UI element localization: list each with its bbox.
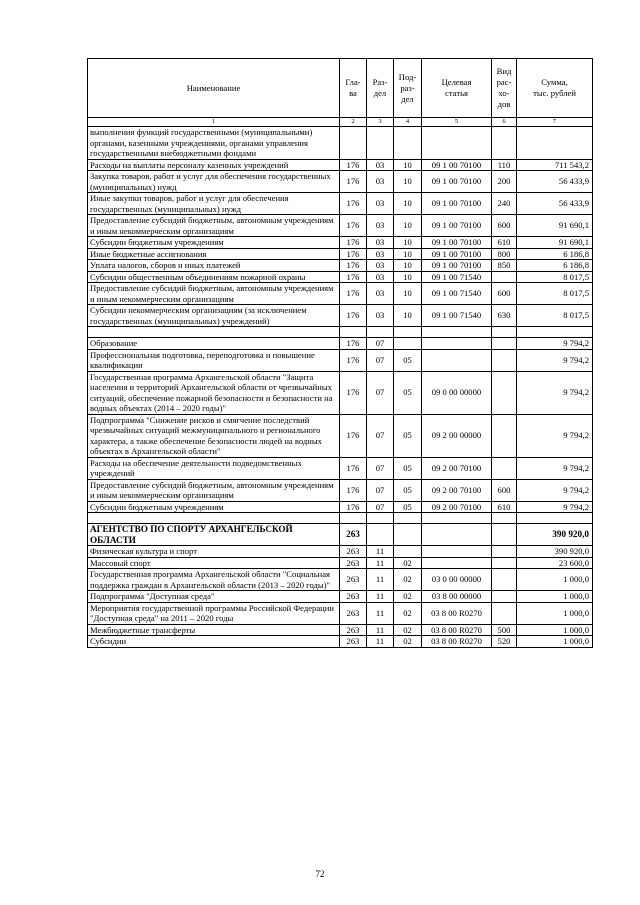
row-expense-type: 500 bbox=[492, 624, 517, 636]
table-row bbox=[88, 569, 593, 591]
header-name: Наименование bbox=[88, 59, 340, 118]
row-amount: 6 186,8 bbox=[517, 248, 593, 260]
row-expense-type: 850 bbox=[492, 260, 517, 272]
row-name: Иные бюджетные ассигнования bbox=[88, 248, 340, 260]
row-name: Расходы на выплаты персоналу казенных учреждений bbox=[88, 159, 340, 171]
table-row bbox=[88, 327, 593, 338]
row-name: Предоставление субсидий бюджетным, автономным учреждениям и иным некоммерческим организациям bbox=[88, 215, 340, 237]
row-amount: 1 000,0 bbox=[517, 569, 593, 591]
table-header-row bbox=[88, 59, 593, 118]
row-target bbox=[422, 524, 492, 546]
row-chapter: 176 bbox=[340, 457, 367, 479]
table-row bbox=[88, 602, 593, 624]
table-row bbox=[88, 271, 593, 283]
row-section: 03 bbox=[367, 193, 394, 215]
row-target: 09 1 00 70100 bbox=[422, 171, 492, 193]
page-number: 72 bbox=[315, 869, 325, 879]
row-subsection: 10 bbox=[394, 171, 422, 193]
row-amount: 8 017,5 bbox=[517, 271, 593, 283]
row-section: 11 bbox=[367, 602, 394, 624]
row-chapter: 176 bbox=[340, 271, 367, 283]
row-section bbox=[367, 327, 394, 338]
row-section: 11 bbox=[367, 624, 394, 636]
row-name: АГЕНТСТВО ПО СПОРТУ АРХАНГЕЛЬСКОЙ ОБЛАСТИ bbox=[88, 524, 340, 546]
row-amount: 9 794,2 bbox=[517, 371, 593, 414]
row-target: 09 2 00 70100 bbox=[422, 457, 492, 479]
row-target bbox=[422, 349, 492, 371]
row-subsection: 10 bbox=[394, 193, 422, 215]
row-amount: 9 794,2 bbox=[517, 457, 593, 479]
row-subsection: 02 bbox=[394, 569, 422, 591]
row-chapter: 176 bbox=[340, 283, 367, 305]
row-expense-type: 600 bbox=[492, 283, 517, 305]
row-subsection: 05 bbox=[394, 349, 422, 371]
row-amount: 56 433,9 bbox=[517, 171, 593, 193]
row-target: 03 8 00 R0270 bbox=[422, 602, 492, 624]
row-chapter: 176 bbox=[340, 338, 367, 350]
column-number-row bbox=[88, 118, 593, 127]
row-expense-type bbox=[492, 338, 517, 350]
row-amount: 390 920,0 bbox=[517, 524, 593, 546]
spacer-row bbox=[88, 513, 593, 524]
row-section: 07 bbox=[367, 479, 394, 501]
spacer-cell bbox=[340, 513, 367, 524]
row-expense-type: 600 bbox=[492, 479, 517, 501]
row-name: Субсидии некоммерческим организациям (за исключением государственных (муниципальных) учреждений) bbox=[88, 305, 340, 327]
row-target: 09 1 00 70100 bbox=[422, 237, 492, 249]
budget-table bbox=[87, 58, 593, 648]
row-section: 03 bbox=[367, 215, 394, 237]
row-expense-type bbox=[492, 371, 517, 414]
row-chapter: 176 bbox=[340, 414, 367, 457]
row-section: 11 bbox=[367, 557, 394, 569]
row-chapter: 176 bbox=[340, 349, 367, 371]
table-row bbox=[88, 636, 593, 648]
table-row bbox=[88, 371, 593, 414]
row-chapter: 176 bbox=[340, 215, 367, 237]
row-chapter: 263 bbox=[340, 546, 367, 558]
row-name: Предоставление субсидий бюджетным, автономным учреждениям и иным некоммерческим организациям bbox=[88, 479, 340, 501]
row-name: Субсидии бюджетным учреждениям bbox=[88, 501, 340, 513]
table-row bbox=[88, 159, 593, 171]
row-target bbox=[422, 338, 492, 350]
row-section: 07 bbox=[367, 338, 394, 350]
row-target: 09 1 00 70100 bbox=[422, 260, 492, 272]
row-target: 09 2 00 70100 bbox=[422, 501, 492, 513]
row-target: 09 0 00 00000 bbox=[422, 371, 492, 414]
row-target: 09 1 00 70100 bbox=[422, 159, 492, 171]
row-expense-type bbox=[492, 127, 517, 160]
row-chapter: 176 bbox=[340, 479, 367, 501]
row-subsection: 05 bbox=[394, 414, 422, 457]
row-name: Государственная программа Архангельской области "Социальная поддержка граждан в Архангельской области (2013 – 2020 годы)" bbox=[88, 569, 340, 591]
row-name: Иные закупки товаров, работ и услуг для обеспечения государственных (муниципальных) нужд bbox=[88, 193, 340, 215]
row-chapter: 263 bbox=[340, 636, 367, 648]
row-chapter: 176 bbox=[340, 501, 367, 513]
row-subsection bbox=[394, 546, 422, 558]
row-amount: 91 690,1 bbox=[517, 215, 593, 237]
row-section: 11 bbox=[367, 636, 394, 648]
row-section: 03 bbox=[367, 305, 394, 327]
row-chapter: 176 bbox=[340, 159, 367, 171]
row-expense-type bbox=[492, 557, 517, 569]
row-subsection: 10 bbox=[394, 248, 422, 260]
table-row bbox=[88, 260, 593, 272]
row-target: 09 2 00 70100 bbox=[422, 479, 492, 501]
row-section: 03 bbox=[367, 260, 394, 272]
table-row bbox=[88, 624, 593, 636]
row-expense-type bbox=[492, 602, 517, 624]
spacer-cell bbox=[367, 513, 394, 524]
table-row bbox=[88, 283, 593, 305]
row-subsection: 02 bbox=[394, 557, 422, 569]
table-row bbox=[88, 171, 593, 193]
row-section: 03 bbox=[367, 283, 394, 305]
table-row bbox=[88, 215, 593, 237]
row-name: Межбюджетные трансферты bbox=[88, 624, 340, 636]
row-target: 09 1 00 70100 bbox=[422, 248, 492, 260]
spacer-cell bbox=[492, 513, 517, 524]
spacer-cell bbox=[88, 513, 340, 524]
header-amount: Сумма, тыс. рублей bbox=[517, 59, 593, 118]
row-section: 07 bbox=[367, 371, 394, 414]
row-target: 03 8 00 R0270 bbox=[422, 624, 492, 636]
row-target: 09 1 00 71540 bbox=[422, 271, 492, 283]
row-amount: 9 794,2 bbox=[517, 501, 593, 513]
row-expense-type bbox=[492, 569, 517, 591]
row-expense-type: 240 bbox=[492, 193, 517, 215]
row-subsection: 10 bbox=[394, 159, 422, 171]
row-section: 07 bbox=[367, 414, 394, 457]
row-subsection: 02 bbox=[394, 636, 422, 648]
row-section: 11 bbox=[367, 591, 394, 603]
row-section: 03 bbox=[367, 159, 394, 171]
row-name: Подпрограмма "Доступная среда" bbox=[88, 591, 340, 603]
row-section bbox=[367, 127, 394, 160]
row-amount bbox=[517, 127, 593, 160]
row-name: Профессиональная подготовка, переподготовка и повышение квалификации bbox=[88, 349, 340, 371]
column-number: 3 bbox=[367, 118, 394, 127]
row-subsection: 10 bbox=[394, 305, 422, 327]
row-name: Физическая культура и спорт bbox=[88, 546, 340, 558]
row-name: выполнения функций государственными (муниципальными) органами, казенными учреждениями, органами управления государственными внебюджетными фондами bbox=[88, 127, 340, 160]
table-row bbox=[88, 248, 593, 260]
row-amount: 1 000,0 bbox=[517, 636, 593, 648]
row-target: 09 1 00 71540 bbox=[422, 305, 492, 327]
spacer-cell bbox=[394, 513, 422, 524]
table-row bbox=[88, 193, 593, 215]
table-row bbox=[88, 349, 593, 371]
row-amount: 23 600,0 bbox=[517, 557, 593, 569]
table-row bbox=[88, 546, 593, 558]
row-expense-type: 610 bbox=[492, 237, 517, 249]
row-subsection: 05 bbox=[394, 479, 422, 501]
column-number: 1 bbox=[88, 118, 340, 127]
row-expense-type bbox=[492, 591, 517, 603]
row-target: 09 1 00 70100 bbox=[422, 193, 492, 215]
row-amount: 8 017,5 bbox=[517, 305, 593, 327]
row-name: Расходы на обеспечение деятельности подведомственных учреждений bbox=[88, 457, 340, 479]
row-name bbox=[88, 327, 340, 338]
header-chapter: Гла- ва bbox=[340, 59, 367, 118]
row-expense-type: 200 bbox=[492, 171, 517, 193]
row-section: 07 bbox=[367, 501, 394, 513]
row-target: 03 8 00 R0270 bbox=[422, 636, 492, 648]
row-amount: 1 000,0 bbox=[517, 591, 593, 603]
row-section: 07 bbox=[367, 457, 394, 479]
table-row bbox=[88, 414, 593, 457]
row-subsection: 05 bbox=[394, 457, 422, 479]
row-subsection: 05 bbox=[394, 371, 422, 414]
row-subsection bbox=[394, 127, 422, 160]
row-amount: 8 017,5 bbox=[517, 283, 593, 305]
row-expense-type bbox=[492, 271, 517, 283]
row-chapter: 176 bbox=[340, 248, 367, 260]
row-subsection: 10 bbox=[394, 237, 422, 249]
row-amount bbox=[517, 327, 593, 338]
row-chapter: 263 bbox=[340, 624, 367, 636]
table-body bbox=[88, 127, 593, 648]
row-amount: 711 543,2 bbox=[517, 159, 593, 171]
row-amount: 56 433,9 bbox=[517, 193, 593, 215]
table-row bbox=[88, 557, 593, 569]
column-number: 6 bbox=[492, 118, 517, 127]
row-amount: 91 690,1 bbox=[517, 237, 593, 249]
row-target bbox=[422, 327, 492, 338]
row-target bbox=[422, 557, 492, 569]
row-subsection: 10 bbox=[394, 283, 422, 305]
header-expense-type: Вид рас- хо- дов bbox=[492, 59, 517, 118]
row-name: Массовый спорт bbox=[88, 557, 340, 569]
row-expense-type bbox=[492, 349, 517, 371]
row-chapter bbox=[340, 127, 367, 160]
row-section: 07 bbox=[367, 349, 394, 371]
column-number: 4 bbox=[394, 118, 422, 127]
row-amount: 9 794,2 bbox=[517, 349, 593, 371]
row-target bbox=[422, 127, 492, 160]
row-name: Мероприятия государственной программы Российской Федерации "Доступная среда" на 2011 – 2020 годы bbox=[88, 602, 340, 624]
header-subsection: Под- раз- дел bbox=[394, 59, 422, 118]
row-chapter: 263 bbox=[340, 591, 367, 603]
row-target: 03 8 00 00000 bbox=[422, 591, 492, 603]
row-chapter: 176 bbox=[340, 171, 367, 193]
row-target bbox=[422, 546, 492, 558]
row-target: 09 1 00 70100 bbox=[422, 215, 492, 237]
row-expense-type: 600 bbox=[492, 215, 517, 237]
row-target: 09 2 00 00000 bbox=[422, 414, 492, 457]
row-section: 11 bbox=[367, 546, 394, 558]
row-amount: 1 000,0 bbox=[517, 624, 593, 636]
row-chapter: 263 bbox=[340, 602, 367, 624]
row-chapter: 263 bbox=[340, 569, 367, 591]
row-chapter: 263 bbox=[340, 524, 367, 546]
row-section: 11 bbox=[367, 569, 394, 591]
row-subsection bbox=[394, 327, 422, 338]
row-expense-type bbox=[492, 524, 517, 546]
row-chapter bbox=[340, 327, 367, 338]
table-row bbox=[88, 501, 593, 513]
row-expense-type: 610 bbox=[492, 501, 517, 513]
row-section bbox=[367, 524, 394, 546]
row-amount: 6 186,8 bbox=[517, 260, 593, 272]
row-name: Субсидии bbox=[88, 636, 340, 648]
row-name: Образование bbox=[88, 338, 340, 350]
row-target: 09 1 00 71540 bbox=[422, 283, 492, 305]
row-subsection: 10 bbox=[394, 215, 422, 237]
row-subsection: 10 bbox=[394, 260, 422, 272]
row-amount: 9 794,2 bbox=[517, 338, 593, 350]
row-target: 03 0 00 00000 bbox=[422, 569, 492, 591]
row-subsection: 02 bbox=[394, 624, 422, 636]
row-amount: 9 794,2 bbox=[517, 479, 593, 501]
spacer-cell bbox=[517, 513, 593, 524]
row-chapter: 176 bbox=[340, 260, 367, 272]
row-name: Субсидии общественным объединениям пожарной охраны bbox=[88, 271, 340, 283]
row-amount: 9 794,2 bbox=[517, 414, 593, 457]
row-chapter: 176 bbox=[340, 193, 367, 215]
row-section: 03 bbox=[367, 271, 394, 283]
table-row bbox=[88, 127, 593, 160]
row-expense-type bbox=[492, 414, 517, 457]
row-section: 03 bbox=[367, 248, 394, 260]
row-expense-type bbox=[492, 327, 517, 338]
row-amount: 390 920,0 bbox=[517, 546, 593, 558]
table-row bbox=[88, 524, 593, 546]
row-chapter: 263 bbox=[340, 557, 367, 569]
row-subsection bbox=[394, 338, 422, 350]
header-section: Раз- дел bbox=[367, 59, 394, 118]
table-row bbox=[88, 479, 593, 501]
table-row bbox=[88, 305, 593, 327]
row-expense-type bbox=[492, 546, 517, 558]
row-name: Закупка товаров, работ и услуг для обеспечения государственных (муниципальных) нужд bbox=[88, 171, 340, 193]
row-name: Предоставление субсидий бюджетным, автономным учреждениям и иным некоммерческим организациям bbox=[88, 283, 340, 305]
row-expense-type: 800 bbox=[492, 248, 517, 260]
row-name: Уплата налогов, сборов и иных платежей bbox=[88, 260, 340, 272]
row-name: Субсидии бюджетным учреждениям bbox=[88, 237, 340, 249]
column-number: 2 bbox=[340, 118, 367, 127]
row-expense-type: 110 bbox=[492, 159, 517, 171]
row-amount: 1 000,0 bbox=[517, 602, 593, 624]
table-row bbox=[88, 591, 593, 603]
row-subsection bbox=[394, 524, 422, 546]
row-chapter: 176 bbox=[340, 371, 367, 414]
row-subsection: 02 bbox=[394, 602, 422, 624]
row-expense-type: 630 bbox=[492, 305, 517, 327]
row-expense-type: 520 bbox=[492, 636, 517, 648]
row-section: 03 bbox=[367, 171, 394, 193]
column-number: 7 bbox=[517, 118, 593, 127]
table-row bbox=[88, 457, 593, 479]
row-section: 03 bbox=[367, 237, 394, 249]
row-chapter: 176 bbox=[340, 305, 367, 327]
row-name: Государственная программа Архангельской области "Защита населения и территорий Архангельской области от чрезвычайных ситуаций, обеспечение пожарной безопасности и безопасности на водных объектах (2014 – 2020 годы)" bbox=[88, 371, 340, 414]
row-expense-type bbox=[492, 457, 517, 479]
column-number: 5 bbox=[422, 118, 492, 127]
table-row bbox=[88, 338, 593, 350]
table-row bbox=[88, 237, 593, 249]
header-target: Целевая статья bbox=[422, 59, 492, 118]
row-subsection: 02 bbox=[394, 591, 422, 603]
row-chapter: 176 bbox=[340, 237, 367, 249]
row-subsection: 05 bbox=[394, 501, 422, 513]
row-subsection: 10 bbox=[394, 271, 422, 283]
spacer-cell bbox=[422, 513, 492, 524]
row-name: Подпрограмма "Снижение рисков и смягчение последствий чрезвычайных ситуаций межмуниципального и регионального характера, а также обеспечение безопасности людей на водных объектах в Архангельской области" bbox=[88, 414, 340, 457]
